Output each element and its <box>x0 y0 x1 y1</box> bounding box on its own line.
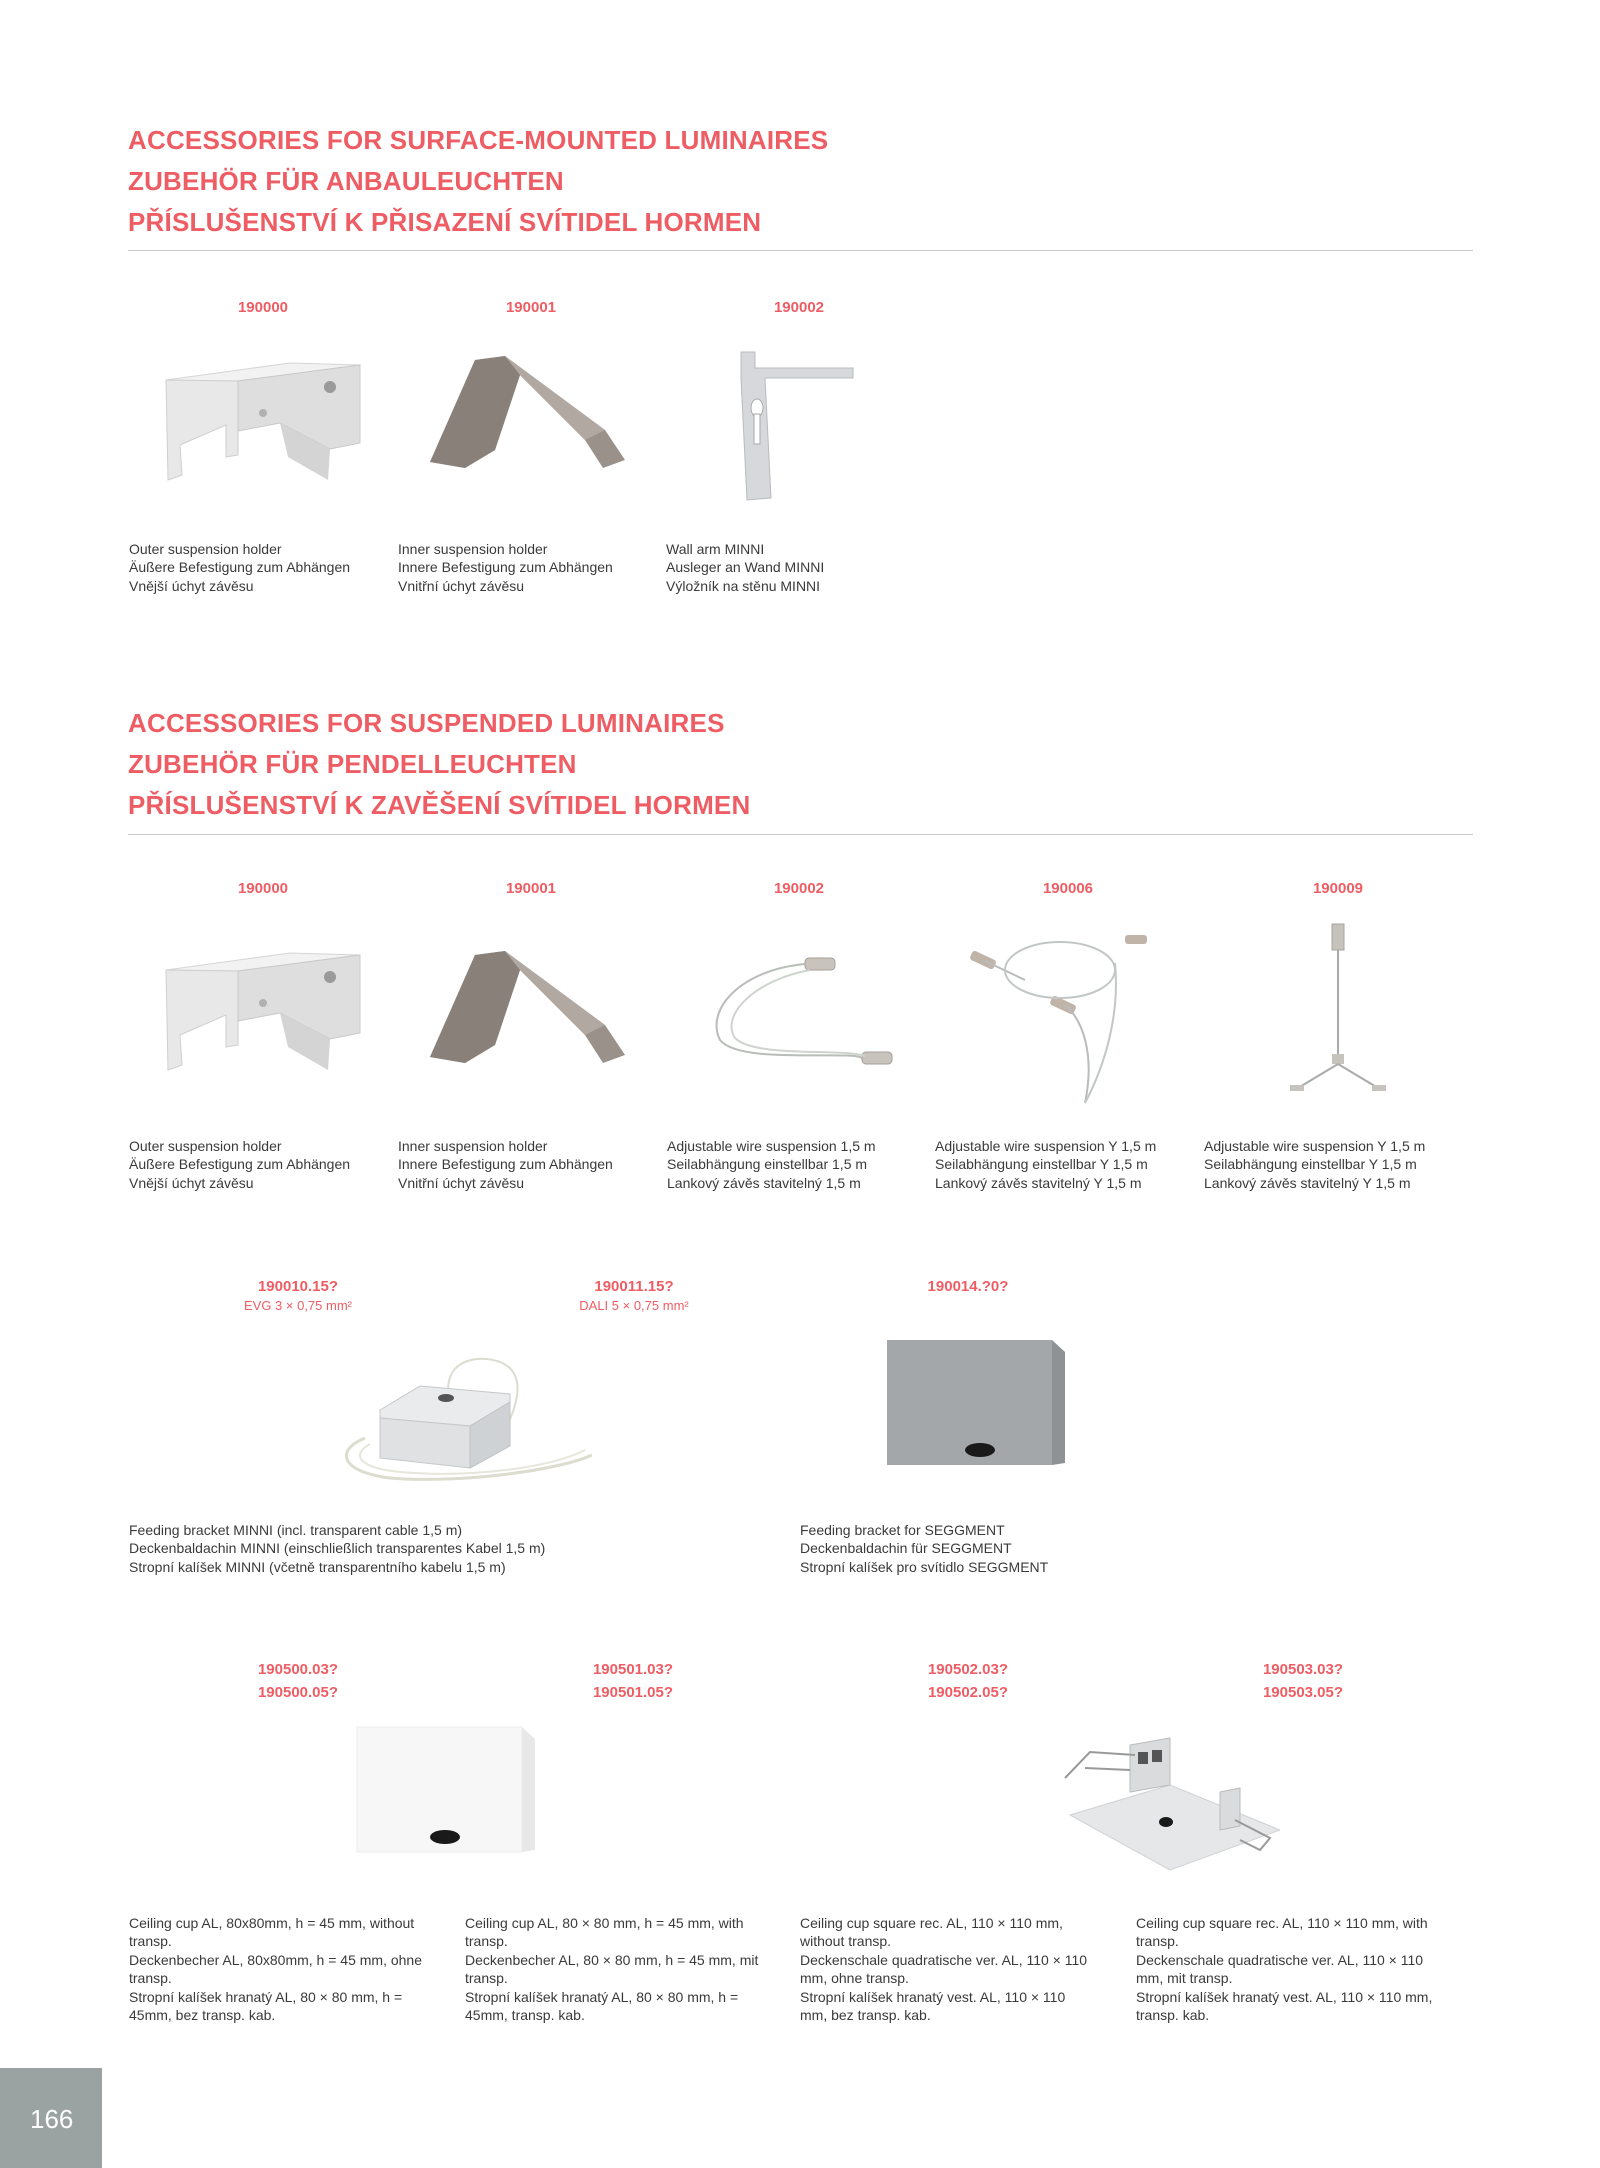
feeding-sub-evg: EVG 3 × 0,75 mm² <box>243 1298 352 1313</box>
s2-item5-code: 190009 <box>1312 880 1364 897</box>
section1-title-cz: PŘÍSLUŠENSTVÍ K PŘISAZENÍ SVÍTIDEL HORMEN <box>128 207 762 237</box>
s2-item5-desc: Adjustable wire suspension Y 1,5 m Seilabhängung einstellbar Y 1,5 m Lankový závěs stavitelný Y 1,5 m <box>1204 1138 1426 1191</box>
section1-title-de: ZUBEHÖR FÜR ANBAULEUCHTEN <box>128 166 564 196</box>
cup1-desc: Ceiling cup AL, 80x80mm, h = 45 mm, without transp. Deckenbecher AL, 80x80mm, h = 45 mm, ohne transp. Stropní kalíšek hranatý AL, 80 × 80 mm, h = 45mm, bez transp. kab. <box>129 1915 422 2024</box>
s1-item2-desc: Inner suspension holder Innere Befestigung zum Abhängen Vnitřní úchyt závěsu <box>398 541 613 594</box>
section1-divider <box>128 250 1473 251</box>
cup4-desc: Ceiling cup square rec. AL, 110 × 110 mm, with transp. Deckenschale quadratische ver. AL, 110 × 110 mm, mit transp. Stropní kalíšek hranatý vest. AL, 110 × 110 mm, transp. kab. <box>1136 1915 1433 2024</box>
cup3-desc: Ceiling cup square rec. AL, 110 × 110 mm, without transp. Deckenschale quadratische ver. AL, 110 × 110 mm, ohne transp. Stropní kalíšek hranatý vest. AL, 110 × 110 mm, bez transp. kab. <box>800 1915 1088 2024</box>
s2-item2-desc: Inner suspension holder Innere Befestigung zum Abhängen Vnitřní úchyt závěsu <box>398 1138 613 1191</box>
cup2-desc: Ceiling cup AL, 80 × 80 mm, h = 45 mm, with transp. Deckenbecher AL, 80 × 80 mm, h = 45 mm, mit transp. Stropní kalíšek hranatý AL, 80 × 80 mm, h = 45mm, transp. kab. <box>465 1915 759 2024</box>
cup3-code1: 190502.03? <box>927 1661 1009 1678</box>
wire-suspension-icon <box>700 940 920 1080</box>
outer-holder-icon <box>160 935 370 1075</box>
section2-title-de: ZUBEHÖR FÜR PENDELLEUCHTEN <box>128 749 577 779</box>
cup2-code2: 190501.05? <box>592 1684 674 1701</box>
feeding-bracket-seggment-icon <box>885 1338 1067 1468</box>
inner-holder-icon <box>425 945 635 1075</box>
feeding-code-dali: 190011.15? <box>594 1278 674 1295</box>
s1-item3-desc: Wall arm MINNI Ausleger an Wand MINNI Výložník na stěnu MINNI <box>666 541 825 594</box>
outer-holder-icon <box>160 345 370 485</box>
feeding-bracket-minni-icon <box>330 1350 595 1485</box>
wall-arm-icon <box>735 348 855 503</box>
cup4-code2: 190503.05? <box>1262 1684 1344 1701</box>
s1-item1-code: 190000 <box>237 299 289 316</box>
feeding-code-seggment: 190014.?0? <box>927 1278 1009 1295</box>
s1-item1-desc: Outer suspension holder Äußere Befestigung zum Abhängen Vnější úchyt závěsu <box>129 541 351 594</box>
ceiling-cup-80-icon <box>355 1725 537 1855</box>
s2-item3-code: 190002 <box>773 880 825 897</box>
s2-item3-desc: Adjustable wire suspension 1,5 m Seilabhängung einstellbar 1,5 m Lankový závěs stavitelný 1,5 m <box>667 1138 876 1191</box>
section2-heading <box>128 703 750 826</box>
section1-title-en: ACCESSORIES FOR SURFACE-MOUNTED LUMINAIRES <box>128 125 829 155</box>
inner-holder-icon <box>425 350 635 480</box>
section2-title-en: ACCESSORIES FOR SUSPENDED LUMINAIRES <box>128 708 725 738</box>
s1-item3-code: 190002 <box>773 299 825 316</box>
s2-item2-code: 190001 <box>505 880 557 897</box>
cup3-code2: 190502.05? <box>927 1684 1009 1701</box>
cup1-code2: 190500.05? <box>257 1684 339 1701</box>
feeding-seggment-desc: Feeding bracket for SEGGMENT Deckenbaldachin für SEGGMENT Stropní kalíšek pro svítidlo SEGGMENT <box>800 1522 1049 1575</box>
s2-item4-code: 190006 <box>1042 880 1094 897</box>
page-number: 166 <box>30 2104 74 2134</box>
page-number-box <box>0 2068 102 2168</box>
cup2-code1: 190501.03? <box>592 1661 674 1678</box>
section1-heading <box>128 120 828 243</box>
s2-item1-code: 190000 <box>237 880 289 897</box>
section2-divider <box>128 834 1473 835</box>
cup4-code1: 190503.03? <box>1262 1661 1344 1678</box>
s2-item4-desc: Adjustable wire suspension Y 1,5 m Seilabhängung einstellbar Y 1,5 m Lankový závěs stavitelný Y 1,5 m <box>935 1138 1157 1191</box>
feeding-sub-dali: DALI 5 × 0,75 mm² <box>579 1298 689 1313</box>
s2-item1-desc: Outer suspension holder Äußere Befestigung zum Abhängen Vnější úchyt závěsu <box>129 1138 351 1191</box>
feeding-code-evg: 190010.15? <box>257 1278 339 1295</box>
y-wire-suspension-icon <box>965 925 1165 1115</box>
s1-item2-code: 190001 <box>505 299 557 316</box>
section2-title-cz: PŘÍSLUŠENSTVÍ K ZAVĚŠENÍ SVÍTIDEL HORMEN <box>128 790 751 820</box>
cup1-code1: 190500.03? <box>257 1661 339 1678</box>
ceiling-cup-110-icon <box>1030 1730 1280 1880</box>
feeding-minni-desc: Feeding bracket MINNI (incl. transparent cable 1,5 m) Deckenbaldachin MINNI (einschließlich transparentes Kabel 1,5 m) Stropní kalíšek MINNI (včetně transparentního kabelu 1,5 m) <box>129 1522 546 1575</box>
y-rod-suspension-icon <box>1280 920 1400 1100</box>
